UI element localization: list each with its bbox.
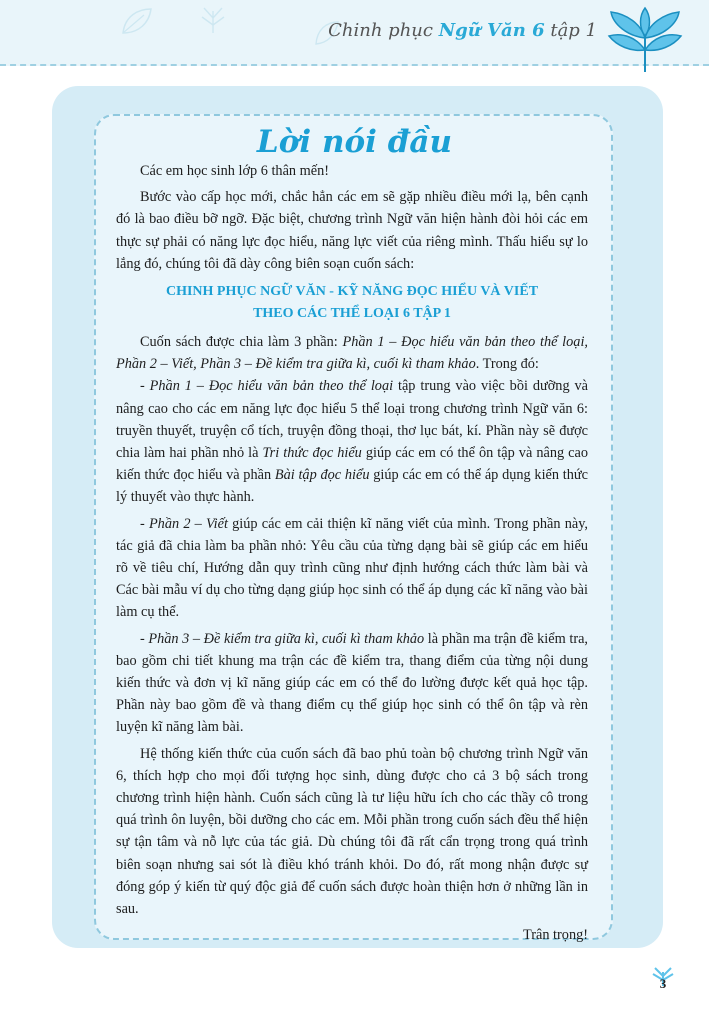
book-title-line2: THEO CÁC THỂ LOẠI 6 TẬP 1 bbox=[253, 306, 451, 322]
part2-text: giúp các em cải thiện kĩ năng viết của mình. Trong phần này, tác giả đã chia làm ba phần nhỏ: Yêu cầu của từng dạng bài sẽ giúp các em hiểu rõ về tiêu chí, Hướng dẫn quy trình cũng như định hướng cách thức làm bài và Các bài mẫu ví dụ cho từng dạng giúp học sinh có thể áp dụng các kĩ năng vào bài làm cụ thể. bbox=[116, 515, 589, 621]
intro-paragraph: Bước vào cấp học mới, chắc hẳn các em sẽ gặp nhiều điều mới lạ, bên cạnh đó là bao điều bỡ ngỡ. Đặc biệt, chương trình Ngữ văn hiện hành đòi hỏi các em thực sự phải có năng lực đọc hiểu, năng lực viết của riêng mình. Thấu hiểu sự lo lắng đó, chúng tôi đã dày công biên soạn cuốn sách: bbox=[116, 189, 588, 272]
greeting: Các em học sinh lớp 6 thân mến! bbox=[140, 163, 330, 179]
part1-paragraph bbox=[116, 375, 588, 508]
signature: Trân trọng! bbox=[523, 927, 588, 944]
part3-text: là phần ma trận đề kiểm tra, bao gồm chi tiết khung ma trận các đề kiểm tra, thang điểm của từng nội dung kiến thức và đơn vị kĩ năng giúp các em có thể đo lường được kết quả học tập. Phần này bao gồm đề và thang điểm cụ thể giúp học sinh có thể ôn tập và rèn luyện kĩ năng làm bài. bbox=[116, 630, 588, 736]
leaf-decoration-icon bbox=[196, 2, 230, 36]
closing-paragraph: Hệ thống kiến thức của cuốn sách đã bao phủ toàn bộ chương trình Ngữ văn 6, thích hợp cho mọi đối tượng học sinh, dùng được cho cả 3 bộ sách trong chương trình hiện hành. Cuốn sách cũng là tư liệu hữu ích cho các thầy cô trong quá trình ôn luyện, bồi dưỡng cho các em. Mỗi phần trong cuốn sách đều thể hiện sự tận tâm và nỗ lực của tác giả. Dù chúng tôi đã rất cẩn trọng trong quá trình biên soạn nhưng sai sót là điều khó tránh khỏi. Do đó, rất mong nhận được sự đóng góp ý kiến từ quý độc giả để cuốn sách được hoàn thiện hơn ở những lần in sau. bbox=[116, 745, 588, 918]
structure-paragraph bbox=[116, 331, 588, 375]
structure-text-1: Cuốn sách được chia làm 3 phần: bbox=[140, 334, 343, 351]
part1-text-2: giúp các em có thể ôn tập và nâng cao kiến thức đọc hiểu và phần bbox=[116, 445, 588, 484]
book-title-line1: CHINH PHỤC NGỮ VĂN - KỸ NĂNG ĐỌC HIỂU VÀ VIẾT bbox=[165, 284, 539, 300]
part3-paragraph bbox=[116, 628, 588, 739]
page-number: 3 bbox=[659, 976, 667, 991]
structure-text-2: . Trong đó: bbox=[475, 356, 539, 373]
part1-italic-term-1: Tri thức đọc hiểu bbox=[262, 445, 362, 462]
book-title bbox=[116, 281, 588, 325]
header-title-highlight: Ngữ Văn 6 bbox=[438, 20, 545, 41]
part3-heading: - Phần 3 – Đề kiểm tra giữa kì, cuối kì tham khảo bbox=[140, 630, 425, 647]
part1-text-3: giúp các em có thể áp dụng kiến thức lý thuyết vào thực hành. bbox=[116, 467, 588, 506]
structure-parts-italic: Phần 1 – Đọc hiểu văn bản theo thể loại, Phần 2 – Viết, Phần 3 – Đề kiểm tra giữa kì, cuối kì tham khảo bbox=[116, 334, 589, 373]
header-title bbox=[328, 20, 597, 41]
header-title-prefix: Chinh phục bbox=[328, 20, 439, 41]
preface-body bbox=[116, 160, 588, 947]
part1-italic-term-2: Bài tập đọc hiểu bbox=[274, 467, 370, 484]
part2-paragraph bbox=[116, 513, 588, 624]
page-title: Lời nói đầu bbox=[256, 124, 453, 160]
part2-heading: - Phần 2 – Viết bbox=[140, 515, 228, 532]
header-band bbox=[0, 0, 709, 66]
page-number-badge bbox=[645, 964, 681, 1000]
part1-heading: - Phần 1 – Đọc hiểu văn bản theo thể loại bbox=[140, 378, 394, 395]
header-title-suffix: tập 1 bbox=[544, 20, 597, 41]
part1-text-1: tập trung vào việc bồi dưỡng và nâng cao cho các em năng lực đọc hiểu 5 thể loại trong chương trình Ngữ văn 6: truyền thuyết, truyện cổ tích, truyện đồng thoại, thơ lục bát, kí. Phần này sẽ được chia làm hai phần nhỏ là bbox=[116, 378, 588, 462]
leaf-decoration-icon bbox=[120, 6, 154, 36]
leaf-icon bbox=[605, 6, 685, 76]
